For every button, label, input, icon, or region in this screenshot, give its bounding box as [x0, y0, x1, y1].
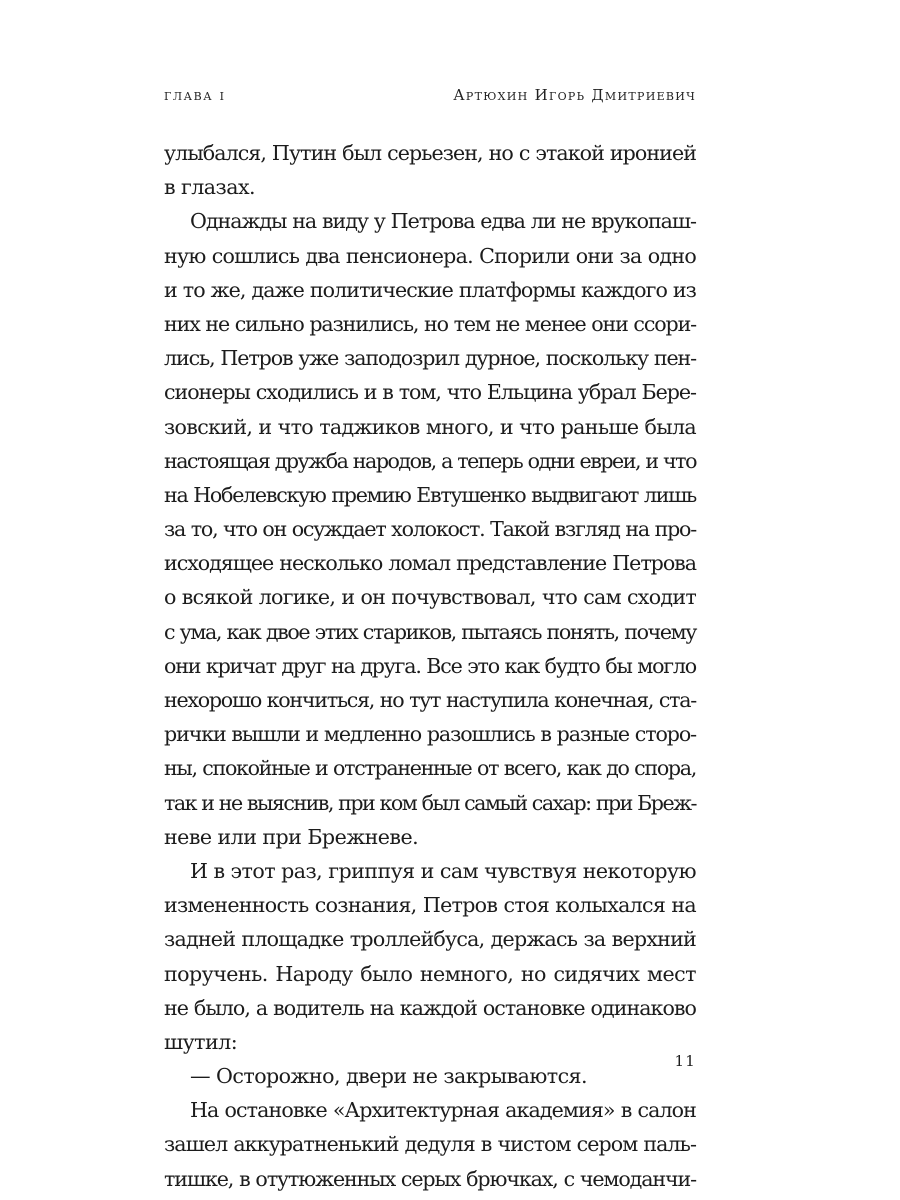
text-line: ны, спокойные и отстраненные от всего, как до спора, [164, 756, 696, 781]
text-line: нехорошо кончиться, но тут наступила конечная, ста- [164, 688, 696, 712]
text-line: поручень. Народу было немного, но сидячих мест [164, 961, 696, 986]
text-line: шутил: [164, 1029, 238, 1054]
text-line: с ума, как двое этих стариков, пытаясь понять, почему [164, 619, 696, 644]
text-line: они кричат друг на друга. Все это как будто бы могло [164, 653, 696, 678]
text-line: — Осторожно, двери не закрываются. [190, 1064, 587, 1089]
running-head [164, 86, 696, 104]
text-line: так и не выяснив, при ком был самый сахар: при Бреж- [164, 790, 696, 815]
text-line: настоящая дружба народов, а теперь одни евреи, и что [164, 448, 696, 473]
text-line: измененность сознания, Петров стоя колыхался на [164, 893, 696, 918]
text-line: за то, что он осуждает холокост. Такой взгляд на про- [164, 517, 696, 542]
text-line: И в этот раз, гриппуя и сам чувствуя некоторую [190, 858, 696, 883]
text-line: лись, Петров уже заподозрил дурное, поскольку пен- [164, 346, 696, 371]
text-line: в глазах. [164, 175, 256, 200]
chapter-label: глава i [164, 86, 226, 104]
text-line: улыбался, Путин был серьезен, но с этакой иронией [164, 141, 696, 165]
text-line: них не сильно разнились, но тем не менее они ссори- [164, 311, 696, 336]
author-name: Артюхин Игорь Дмитриевич [453, 86, 696, 104]
text-line: тишке, в отутюженных серых брючках, с чемоданчи- [164, 1166, 696, 1191]
text-line: исходящее несколько ломал представление Петрова [164, 551, 696, 576]
text-line: зовский, и что таджиков много, и что раньше была [164, 414, 696, 439]
text-line: рички вышли и медленно разошлись в разные сторо- [164, 722, 696, 747]
text-line: на Нобелевскую премию Евтушенко выдвигают лишь [164, 482, 696, 507]
text-line: не было, а водитель на каждой остановке одинаково [164, 995, 696, 1020]
body-text [164, 136, 696, 1196]
text-line: ную сошлись два пенсионера. Спорили они за одно [164, 243, 696, 268]
page-number: 11 [674, 1052, 696, 1070]
text-line: Однажды на виду у Петрова едва ли не врукопаш- [190, 209, 696, 234]
text-line: сионеры сходились и в том, что Ельцина убрал Бере- [164, 380, 696, 405]
text-line: зашел аккуратненький дедуля в чистом сером паль- [164, 1132, 696, 1157]
text-line: о всякой логике, и он почувствовал, что сам сходит [164, 585, 696, 610]
text-line: неве или при Брежневе. [164, 824, 419, 849]
text-line: На остановке «Архитектурная академия» в салон [190, 1098, 696, 1123]
text-line: задней площадке троллейбуса, держась за верхний [164, 927, 696, 952]
text-line: и то же, даже политические платформы каждого из [164, 277, 696, 302]
